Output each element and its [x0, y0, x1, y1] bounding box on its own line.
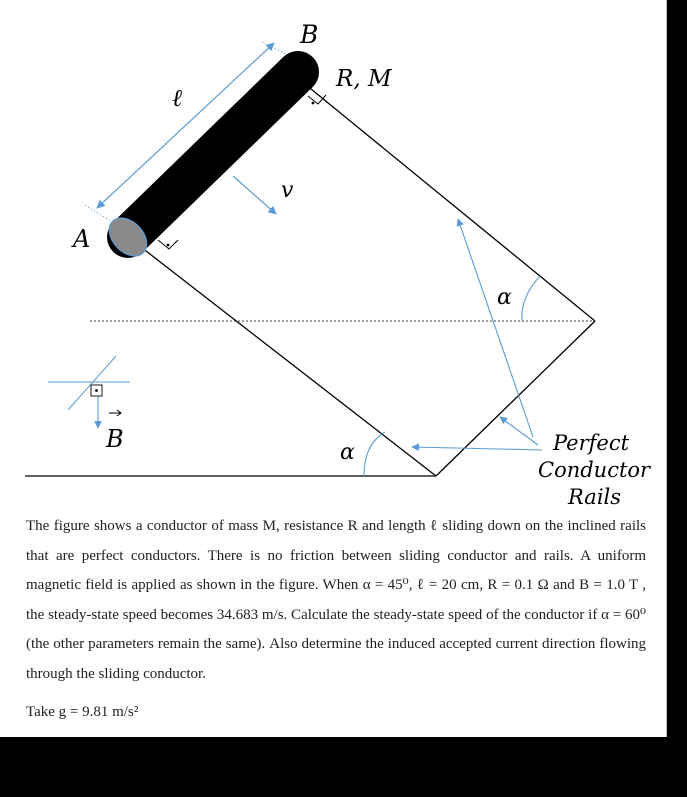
label-magnetic-field: B — [106, 425, 124, 453]
label-angle-top: α — [497, 285, 512, 310]
rail-left — [128, 237, 436, 476]
problem-paragraph: The figure shows a conductor of mass M, resistance R and length ℓ sliding down on the inclined rails that are perfect conductors. There is no friction between sliding conductor and rails. A uniform magnetic field is applied as shown in the figure. When α = 45⁰, ℓ = 20 cm, R = 0.1 Ω and B = 1.0 T , the steady-state speed becomes 34.683 m/s. Calculate the steady-state speed of the conductor if α = 60⁰ (the other parameters remain the same). Also determine the induced accepted current direction flowing through the sliding conductor. — [26, 518, 646, 682]
current-arrow-short — [500, 417, 538, 445]
bottom-black-bar — [0, 737, 687, 797]
label-velocity: v — [281, 178, 294, 203]
angle-arc-top — [522, 276, 540, 321]
magnetic-field-symbol — [48, 356, 130, 428]
given-gravity: Take g = 9.81 m/s² — [26, 704, 139, 720]
right-angle-marker-bottom — [158, 240, 178, 249]
rail-right — [300, 80, 595, 321]
sliding-conductor-rod — [102, 72, 298, 263]
current-arrow-horizontal — [412, 447, 542, 450]
current-arrow-long — [458, 219, 533, 437]
label-rails-line2: Conductor — [538, 458, 651, 482]
problem-text — [26, 512, 646, 728]
velocity-arrow — [233, 176, 276, 214]
label-rails-line3: Rails — [568, 485, 622, 509]
angle-arc-bottom — [364, 432, 385, 476]
page-edge — [666, 0, 667, 737]
label-end-a: A — [73, 225, 91, 253]
label-length: ℓ — [172, 84, 182, 112]
label-rod-properties: R, M — [336, 66, 392, 92]
length-extension-bottom — [85, 205, 112, 222]
label-rails-line1: Perfect — [553, 431, 630, 455]
length-extension-top — [262, 42, 290, 56]
label-end-b: B — [300, 20, 319, 49]
label-angle-bottom: α — [340, 440, 355, 465]
